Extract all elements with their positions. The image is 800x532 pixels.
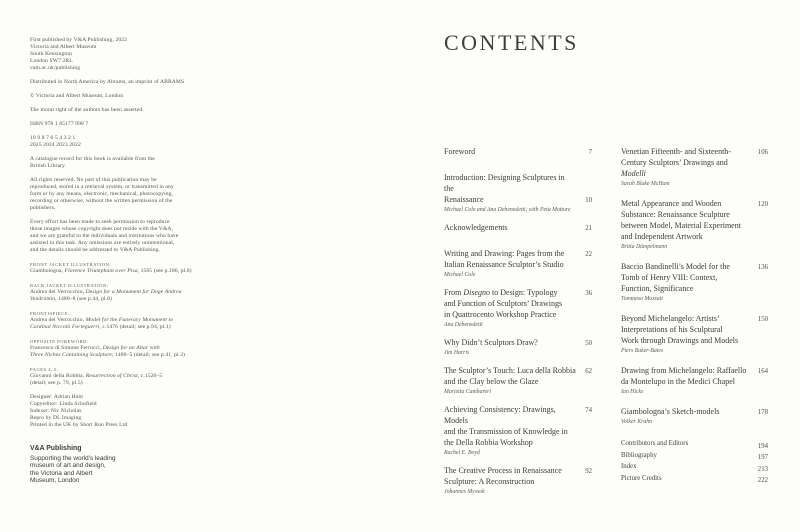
- contents-title: CONTENTS: [444, 30, 579, 55]
- colophon-block: [30, 261, 248, 275]
- colophon-line: Printed in the UK by Short Run Press Ltd: [30, 422, 128, 428]
- toc-title-line: Sculpture: A Reconstruction: [444, 477, 535, 486]
- toc-page-number: 92: [585, 468, 592, 475]
- toc-title-line: and Independent Artwork: [621, 232, 703, 241]
- toc-title-line: Baccio Bandinelli’s Model for the 136: [621, 262, 768, 271]
- toc-title-line: Function, Significance: [621, 284, 694, 293]
- toc-page-number: 106: [757, 149, 768, 156]
- colophon-line: A catalogue record for this book is available from the: [30, 156, 155, 162]
- backmatter-page-number: 194: [757, 442, 768, 450]
- colophon-line: reproduced, stored in a retrieval system, or transmitted in any: [30, 184, 174, 190]
- colophon-line: Giovanni della Robbia, Resurrection of Christ, c.1520–5: [30, 373, 163, 379]
- toc-page-number: 62: [585, 368, 592, 375]
- toc-column-right: [621, 146, 768, 484]
- toc-title-line: in Quattrocento Workshop Practice: [444, 310, 557, 319]
- toc-entry: [444, 248, 592, 278]
- colophon-line: Francesco di Simone Ferrucci, Design for an Altar with: [30, 345, 160, 351]
- colophon-block: [30, 37, 248, 72]
- colophon-line: Victoria and Albert Museum: [30, 44, 97, 50]
- colophon-line: ISBN 978 1 85177 998 7: [30, 121, 89, 127]
- toc-title-line: Metal Appearance and Wooden 120: [621, 199, 768, 208]
- colophon-line: 2025 2024 2023 2022: [30, 142, 81, 148]
- backmatter-label: Bibliography: [621, 451, 657, 459]
- colophon-line: All rights reserved. No part of this publication may be: [30, 177, 157, 183]
- caption-label: OPPOSITE FOREWORD:: [30, 339, 89, 344]
- toc-author: Michael Cole and Ana Debenedetti, with Peta Motture: [444, 206, 571, 213]
- toc-page-number: 178: [757, 409, 768, 416]
- toc-entry: [444, 172, 592, 213]
- toc-page-number: 164: [757, 368, 768, 375]
- colophon-line: Indexer: Nic Nicholas: [30, 408, 82, 414]
- colophon-line: Andrea del Verrocchio, Design for a Monument for Doge Andrea: [30, 289, 182, 295]
- toc-page-number: 21: [585, 225, 592, 232]
- colophon-block: [30, 219, 248, 254]
- backmatter-page-number: 213: [757, 465, 768, 473]
- colophon-block: [30, 79, 248, 86]
- colophon-line: Repro by DL Imaging: [30, 415, 82, 421]
- backmatter-page-number: 222: [757, 477, 768, 484]
- toc-title-line: The Sculptor’s Touch: Luca della Robbia 62: [444, 366, 592, 375]
- colophon-text: [30, 37, 248, 436]
- toc-title-line: da Montelupo in the Medici Chapel: [621, 377, 735, 386]
- toc-author: Ana Debenedetti: [444, 321, 483, 328]
- toc-title-line: Venetian Fifteenth- and Sixteenth- 106: [621, 147, 768, 156]
- toc-author: Jim Harris: [444, 349, 470, 356]
- toc-entry: [621, 198, 768, 250]
- toc-title-line: Writing and Drawing: Pages from the 22: [444, 249, 592, 258]
- caption-label: FRONTISPIECE:: [30, 311, 70, 316]
- toc-entry: [444, 365, 592, 395]
- toc-author: Piers Baker-Bates: [621, 347, 664, 354]
- colophon-block: [30, 338, 248, 359]
- toc-entry: [444, 337, 592, 356]
- toc-title-line: Introduction: Designing Sculptures in the: [444, 173, 565, 193]
- backmatter-row: [621, 473, 768, 485]
- colophon-line: 10 9 8 7 6 5 4 3 2 1: [30, 135, 76, 141]
- toc-author: Sarah Blake McHam: [621, 180, 670, 187]
- toc-entry: [444, 146, 592, 157]
- toc-page-number: 50: [585, 340, 592, 347]
- toc-entry: [621, 313, 768, 354]
- toc-entry: [444, 287, 592, 328]
- toc-entry: [621, 261, 768, 302]
- colophon-line: London SW7 2RL: [30, 58, 73, 64]
- toc-entry: [621, 146, 768, 187]
- colophon-block: [30, 107, 248, 114]
- backmatter-row: [621, 450, 768, 462]
- toc-author: Johannes Myssok: [444, 488, 485, 495]
- toc-title-line: Drawing from Michelangelo: Raffaello 164: [621, 366, 768, 375]
- colophon-block: [30, 366, 248, 387]
- toc-title-line: The Creative Process in Renaissance 92: [444, 466, 592, 475]
- colophon-block: [30, 121, 248, 128]
- colophon-line: and we are grateful to the individuals and institutions who have: [30, 233, 179, 239]
- toc-entry: [444, 465, 592, 495]
- toc-title-line: From Disegno to Design: Typology 36: [444, 288, 592, 297]
- toc-page-number: 136: [757, 264, 768, 271]
- toc-page-number: 36: [585, 290, 592, 297]
- toc-author: Volker Krahn: [621, 418, 653, 425]
- toc-column-left: [444, 146, 592, 504]
- toc-author: Michael Cole: [444, 271, 476, 278]
- colophon-line: recording or otherwise, without the written permission of the: [30, 198, 173, 204]
- toc-title-line: Interpretations of his Sculptural: [621, 325, 723, 334]
- colophon-line: Cardinal Niccolò Forteguerri, c.1476 (detail; see p.94, pl.1): [30, 324, 171, 330]
- toc-backmatter: [621, 438, 768, 484]
- publisher-footer: [30, 445, 160, 485]
- colophon-block: [30, 177, 248, 212]
- backmatter-label: Index: [621, 463, 637, 470]
- publisher-tagline: [30, 455, 160, 485]
- toc-author: Tommaso Mozzati: [621, 295, 663, 302]
- colophon-line: form or by any means, electronic, mechanical, photocopying,: [30, 191, 174, 197]
- colophon-line: and the details should be addressed to V&A Publishing.: [30, 247, 161, 253]
- toc-entry: [621, 406, 768, 425]
- backmatter-label: Picture Credits: [621, 474, 662, 482]
- toc-title-line: Century Sculptors’ Drawings and Modelli: [621, 158, 728, 178]
- tagline-line: museum of art and design,: [30, 462, 106, 470]
- toc-page-number: 74: [585, 407, 592, 414]
- colophon-line: Vendramin, 1480–8 (see p.44, pl.8): [30, 296, 113, 302]
- toc-title-line: Foreword 7: [444, 147, 592, 156]
- toc-title-line: Acknowledgements 21: [444, 223, 592, 232]
- toc-title-line: Beyond Michelangelo: Artists’ 150: [621, 314, 768, 323]
- tagline-line: Museum, London: [30, 477, 80, 485]
- backmatter-row: [621, 461, 768, 473]
- colophon-line: Andrea del Verrocchio, Model for the Funerary Monument to: [30, 317, 174, 323]
- toc-author: Ian Hicks: [621, 388, 644, 395]
- toc-title-line: Giambologna’s Sketch-models 178: [621, 407, 768, 416]
- caption-label: FRONT JACKET ILLUSTRATION:: [30, 262, 112, 267]
- toc-author: Britta Dümpelmann: [621, 243, 668, 250]
- colophon-block: [30, 156, 248, 170]
- toc-title-line: Italian Renaissance Sculptor’s Studio: [444, 260, 564, 269]
- toc-page-number: 150: [757, 316, 768, 323]
- colophon-line: British Library.: [30, 163, 67, 169]
- colophon-line: Designer: Adrian Hunt: [30, 394, 84, 400]
- colophon-line: Every effort has been made to seek permission to reproduce: [30, 219, 170, 225]
- backmatter-row: [621, 438, 768, 450]
- toc-page-number: 120: [757, 201, 768, 208]
- toc-title-line: Renaissance 10: [444, 195, 592, 204]
- colophon-line: Giambologna, Florence Triumphant over Pisa, 1565 (see p.186, pl.6): [30, 268, 192, 274]
- colophon-block: [30, 135, 248, 149]
- backmatter-page-number: 197: [757, 454, 768, 461]
- colophon-block: [30, 394, 248, 429]
- toc-title-line: Substance: Renaissance Sculpture: [621, 210, 730, 219]
- colophon-block: [30, 310, 248, 331]
- toc-entry: [621, 365, 768, 395]
- toc-title-line: the Della Robbia Workshop: [444, 438, 533, 447]
- toc-title-line: Achieving Consistency: Drawings, Models 74: [444, 405, 592, 425]
- colophon-block: [30, 93, 248, 100]
- toc-page-number: 22: [585, 251, 592, 258]
- colophon-line: First published by V&A Publishing, 2022: [30, 37, 128, 43]
- colophon-line: assisted in this task. Any omissions are entirely unintentional,: [30, 240, 175, 246]
- toc-title-line: and Function of Sculptors’ Drawings: [444, 299, 563, 308]
- caption-label: BACK JACKET ILLUSTRATION:: [30, 283, 109, 288]
- publisher-name: V&A Publishing: [30, 445, 82, 452]
- colophon-line: vam.ac.uk/publishing: [30, 65, 81, 71]
- colophon-line: those images whose copyright does not reside with the V&A,: [30, 226, 174, 232]
- toc-page-number: 7: [588, 149, 592, 156]
- colophon-line: The moral right of the authors has been asserted.: [30, 107, 144, 113]
- colophon-line: Three Niches Containing Sculpture, 1480–5 (detail; see p.41, pl.3): [30, 352, 186, 358]
- caption-label: PAGES 4–5:: [30, 367, 59, 372]
- toc-page-number: 10: [585, 197, 592, 204]
- toc-entry: [444, 404, 592, 456]
- colophon-line: © Victoria and Albert Museum, London: [30, 93, 124, 99]
- toc-title-line: Tomb of Henry VIII: Context,: [621, 273, 718, 282]
- tagline-line: Supporting the world’s leading: [30, 454, 116, 462]
- colophon-block: [30, 282, 248, 303]
- backmatter-label: Contributors and Editors: [621, 440, 689, 447]
- toc-title-line: Work through Drawings and Models: [621, 336, 739, 345]
- toc-title-line: between Model, Material Experiment: [621, 221, 741, 230]
- toc-title-line: and the Clay below the Glaze: [444, 377, 539, 386]
- colophon-line: publishers.: [30, 205, 56, 211]
- toc-entry: [444, 222, 592, 233]
- colophon-line: Copyeditor: Linda Schofield: [30, 401, 97, 407]
- colophon-line: South Kensington: [30, 51, 72, 57]
- tagline-line: the Victoria and Albert: [30, 469, 93, 477]
- toc-author: Rachel E. Boyd: [444, 449, 480, 456]
- toc-title-line: Why Didn’t Sculptors Draw? 50: [444, 338, 592, 347]
- colophon-line: Distributed in North America by Abrams, an imprint of ABRAMS: [30, 79, 185, 85]
- colophon-line: (detail; see p. 79, pl.5): [30, 380, 83, 386]
- toc-title-line: and the Transmission of Knowledge in: [444, 427, 568, 436]
- toc-author: Marietta Cambareri: [444, 388, 491, 395]
